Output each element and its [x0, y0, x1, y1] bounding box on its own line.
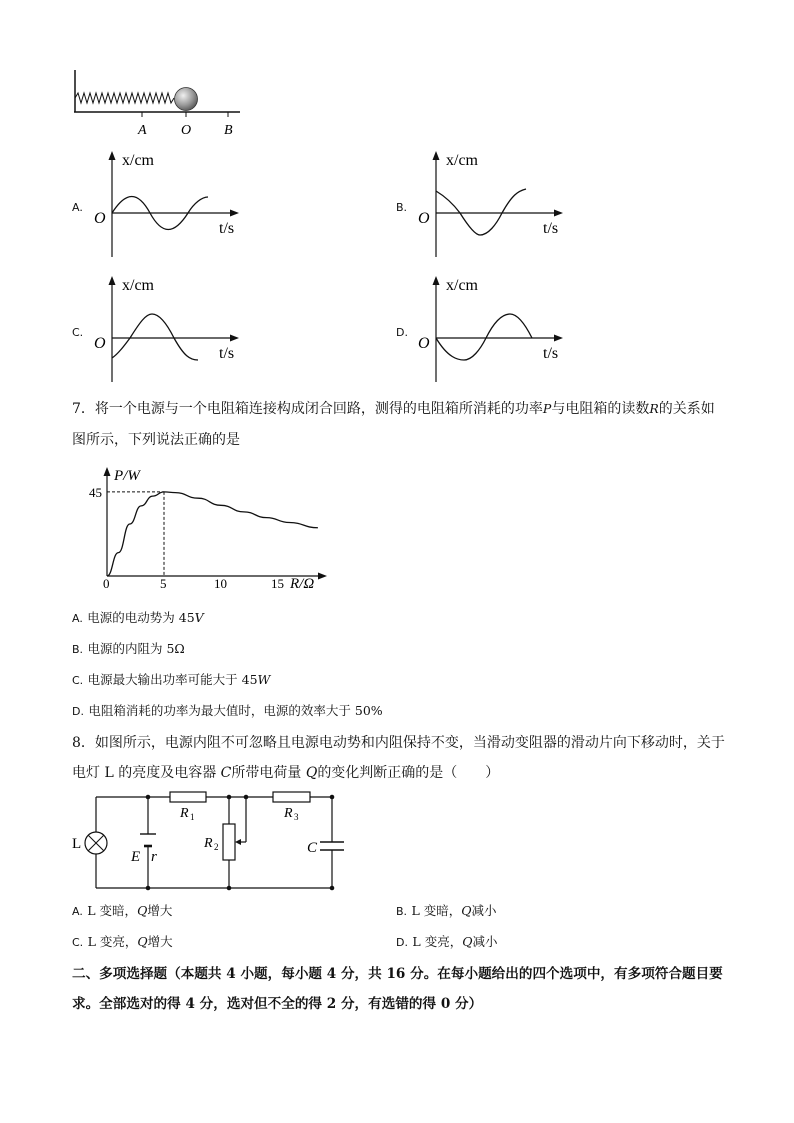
q6-a-y-axis: x/cm	[122, 152, 154, 169]
resistor-r1	[170, 792, 206, 802]
label-r2-sub: 2	[214, 842, 219, 852]
q6-graph-a[interactable]	[90, 145, 250, 260]
q6-b-y-axis: x/cm	[446, 152, 478, 169]
q8-option-c[interactable]: C. L 变亮，Q增大	[72, 934, 173, 949]
q6-d-x-axis: t/s	[543, 345, 559, 362]
q7-chart	[80, 460, 340, 595]
x-tick-label: 5	[160, 576, 167, 591]
power-curve	[107, 492, 318, 576]
label-r3: R	[284, 806, 293, 821]
label-r: r	[151, 849, 157, 865]
slider-arrow	[235, 839, 241, 845]
wave-c	[112, 314, 198, 360]
y-tick-label: 45	[89, 484, 102, 500]
q6-option-d-letter[interactable]: D.	[396, 326, 408, 339]
q7-option-a[interactable]: A. 电源的电动势为 45V	[72, 610, 204, 625]
section2-heading-line2: 求。全部选对的得 4 分，选对但不全的得 2 分，有选错的得 0 分）	[72, 996, 483, 1012]
q6-option-c-letter[interactable]: C.	[72, 326, 84, 339]
rheostat-r2	[223, 824, 235, 860]
label-r2: R	[204, 836, 213, 851]
q7-option-c[interactable]: C. 电源最大输出功率可能大于 45W	[72, 672, 271, 687]
q7-stem-line1: 7．将一个电源与一个电阻箱连接构成闭合回路，测得的电阻箱所消耗的功率P与电阻箱的读数R的关系如	[72, 401, 715, 417]
q7-option-d[interactable]: D. 电阻箱消耗的功率为最大值时，电源的效率大于 50%	[72, 703, 383, 718]
label-r3-sub: 3	[294, 812, 299, 822]
q8-circuit	[70, 790, 360, 895]
q6-a-x-axis: t/s	[219, 220, 235, 237]
label-r1: R	[180, 806, 189, 821]
q6-b-origin: O	[418, 210, 430, 227]
label-b: B	[224, 123, 233, 138]
q7-option-b[interactable]: B. 电源的内阻为 5Ω	[72, 641, 185, 656]
wave-b	[436, 189, 526, 235]
q6-b-x-axis: t/s	[543, 220, 559, 237]
q6-d-y-axis: x/cm	[446, 277, 478, 294]
q8-stem-line1: 8．如图所示，电源内阻不可忽略且电源电动势和内阻保持不变，当滑动变阻器的滑动片向下移动时，关于	[72, 735, 725, 751]
x-tick-label: 10	[214, 576, 227, 591]
spring	[75, 93, 174, 103]
q8-option-b[interactable]: B. L 变暗，Q减小	[396, 903, 497, 918]
wave-d	[436, 314, 532, 360]
q6-c-origin: O	[94, 335, 106, 352]
q6-graph-c[interactable]	[90, 270, 250, 385]
label-o: O	[181, 123, 192, 138]
chart-xlabel: R/Ω	[290, 576, 315, 592]
q6-option-b-letter[interactable]: B.	[396, 201, 408, 214]
label-lamp: L	[72, 836, 82, 852]
q6-c-y-axis: x/cm	[122, 277, 154, 294]
resistor-r3	[273, 792, 310, 802]
ball	[175, 88, 198, 111]
q7-stem-line2: 图所示，下列说法正确的是	[72, 432, 240, 448]
q6-option-a-letter[interactable]: A.	[72, 201, 83, 214]
lamp-symbol	[85, 832, 107, 854]
q6-graph-b[interactable]	[414, 145, 574, 260]
q8-option-a[interactable]: A. L 变暗，Q增大	[72, 903, 173, 918]
x-tick-label: 15	[271, 576, 284, 591]
section2-heading-line1: 二、多项选择题（本题共 4 小题，每小题 4 分，共 16 分。在每小题给出的四个选项中，有多项符合题目要	[72, 966, 723, 982]
x-tick-label: 0	[103, 576, 110, 591]
q6-a-origin: O	[94, 210, 106, 227]
q8-option-d[interactable]: D. L 变亮，Q减小	[396, 934, 498, 949]
spring-figure	[60, 62, 260, 142]
q6-graph-d[interactable]	[414, 270, 574, 385]
q6-c-x-axis: t/s	[219, 345, 235, 362]
label-cap: C	[307, 840, 318, 856]
capacitor-symbol	[320, 842, 344, 850]
label-r1-sub: 1	[190, 812, 195, 822]
label-emf: E	[131, 849, 141, 865]
label-a: A	[138, 123, 147, 138]
q8-stem-line2: 电灯 L 的亮度及电容器 C所带电荷量 Q的变化判断正确的是（ ）	[72, 765, 500, 781]
q6-d-origin: O	[418, 335, 430, 352]
chart-ylabel: P/W	[114, 468, 140, 484]
battery-symbol	[140, 834, 156, 846]
